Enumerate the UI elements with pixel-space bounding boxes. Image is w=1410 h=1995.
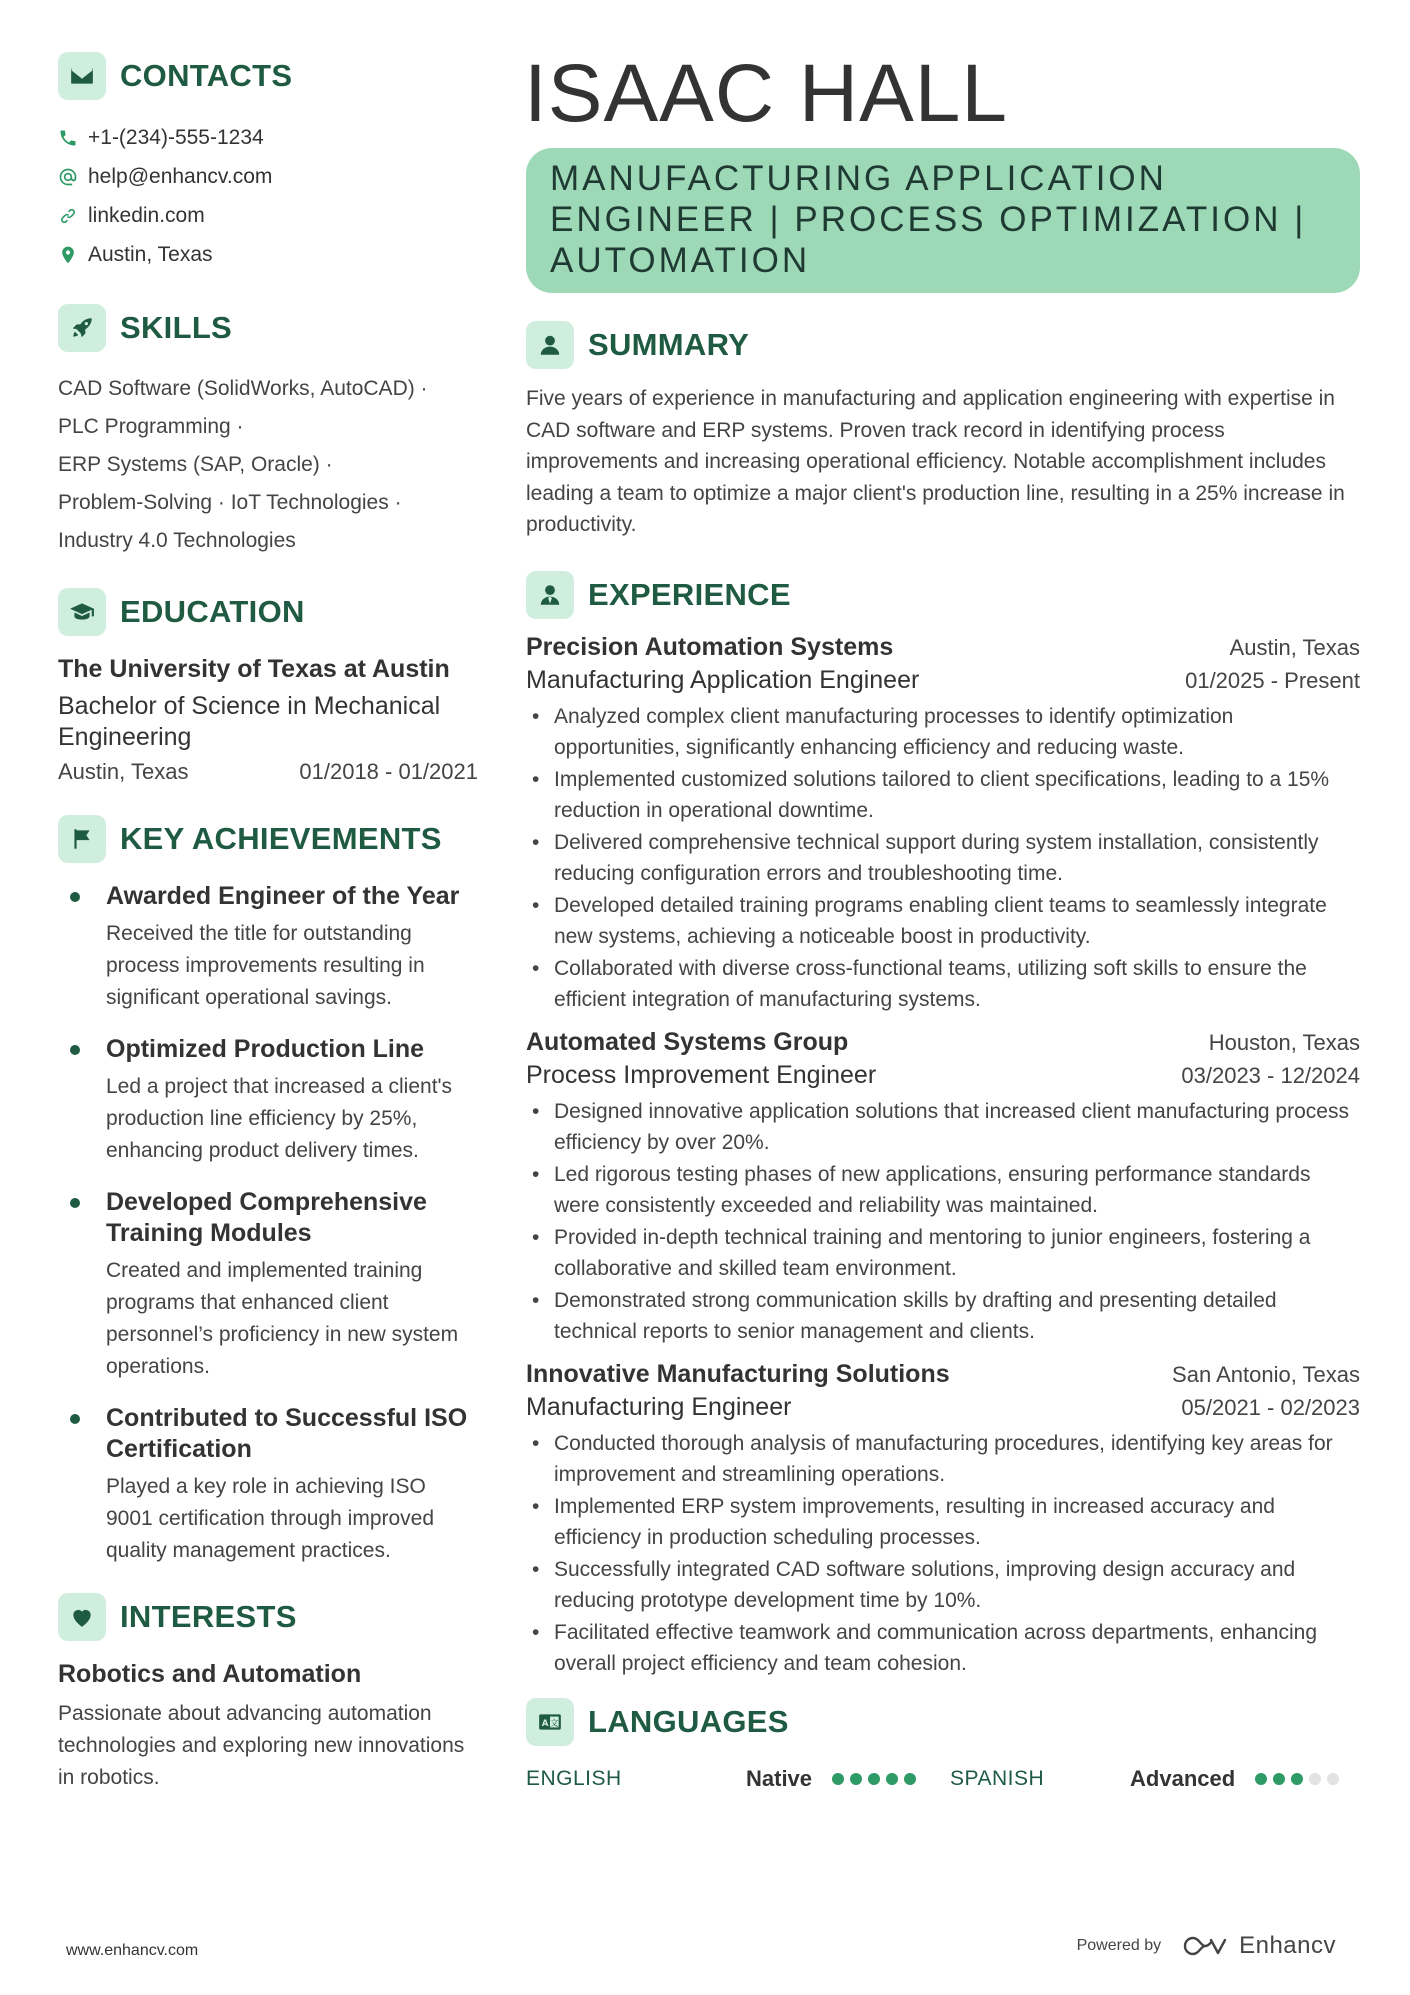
- headline-text: MANUFACTURING APPLICATION ENGINEER | PROCESS OPTIMIZATION | AUTOMATION: [550, 159, 1307, 280]
- job-bullet: • Demonstrated strong communication skills by drafting and presenting detailed technical reports to senior management and clients.: [526, 1285, 1360, 1348]
- phone-icon: [58, 128, 78, 148]
- languages-row: [526, 1766, 1360, 1792]
- skills-title: SKILLS: [120, 310, 233, 345]
- flag-icon: [58, 815, 106, 863]
- languages-section: [526, 1698, 1360, 1792]
- right-column: [524, 48, 1360, 1792]
- link-icon: [58, 206, 78, 226]
- achievement-item: [58, 1034, 478, 1167]
- summary-header: [526, 321, 1360, 369]
- job-bullet: • Implemented ERP system improvements, resulting in increased accuracy and efficiency in production scheduling processes.: [526, 1491, 1360, 1554]
- contacts-header: [58, 52, 478, 100]
- summary-title: SUMMARY: [588, 327, 750, 362]
- achievement-desc: Played a key role in achieving ISO 9001 certification through improved quality management practices.: [106, 1475, 435, 1562]
- education-section: [58, 588, 478, 785]
- job-bullet: • Analyzed complex client manufacturing processes to identify optimization opportunities, significantly enhancing efficiency and reducing waste.: [526, 701, 1360, 764]
- left-column: [58, 52, 478, 1794]
- proficiency-dot: [886, 1773, 898, 1785]
- job-bullet: • Facilitated effective teamwork and communication across departments, enhancing overall project efficiency and team cohesion.: [526, 1617, 1360, 1680]
- job-subheader: [526, 666, 1360, 695]
- proficiency-dot: [1291, 1773, 1303, 1785]
- achievement-desc: Received the title for outstanding process improvements resulting in significant operational savings.: [106, 922, 425, 1009]
- job-entry: [526, 1360, 1360, 1680]
- proficiency-dot: [1309, 1773, 1321, 1785]
- email-text: help@enhancv.com: [88, 164, 273, 188]
- job-header: [526, 1360, 1360, 1389]
- education-degree: Bachelor of Science in Mechanical Engineering: [58, 692, 441, 751]
- skills-section: [58, 304, 478, 560]
- skills-line: PLC Programming ·: [58, 415, 244, 438]
- job-bullet: • Successfully integrated CAD software solutions, improving design accuracy and reducing prototype development time by 10%.: [526, 1554, 1360, 1617]
- footer-website[interactable]: www.enhancv.com: [66, 1942, 199, 1959]
- footer-brand: [1077, 1932, 1336, 1960]
- job-company: Innovative Manufacturing Solutions: [526, 1359, 950, 1388]
- achievement-desc: Led a project that increased a client's production line efficiency by 25%, enhancing product delivery times.: [106, 1075, 453, 1162]
- graduation-cap-icon: [58, 588, 106, 636]
- bullet-dot: [70, 1198, 80, 1208]
- location-text: Austin, Texas: [88, 242, 213, 266]
- brand-text: Enhancv: [1239, 1932, 1336, 1959]
- envelope-icon: [58, 52, 106, 100]
- education-dates: 01/2018 - 01/2021: [299, 759, 478, 784]
- job-location: Austin, Texas: [1229, 634, 1360, 660]
- proficiency-dot: [904, 1773, 916, 1785]
- achievement-title: Developed Comprehensive Training Modules: [106, 1188, 427, 1247]
- job-location: Houston, Texas: [1208, 1029, 1360, 1055]
- languages-title: LANGUAGES: [588, 1703, 789, 1739]
- job-entry: [526, 633, 1360, 1016]
- achievement-desc: Created and implemented training programs that enhanced client personnel’s proficiency in new system operations.: [106, 1259, 459, 1378]
- achievement-item: [58, 881, 478, 1014]
- achievements-section: [58, 815, 478, 1567]
- summary-text: Five years of experience in manufacturing and application engineering with expertise in CAD software and ERP systems. Proven track record in identifying process improvements and increasing operational efficiency. Notable accomplishment includes leading a team to optimize a major client's production line, resulting in a 25% increase in productivity.: [526, 387, 1345, 536]
- job-bullet: • Developed detailed training programs enabling client teams to seamlessly integrate new systems, achieving a noticeable boost in productivity.: [526, 890, 1360, 953]
- job-bullet: • Provided in-depth technical training and mentoring to junior engineers, fostering a collaborative and skilled team environment.: [526, 1222, 1360, 1285]
- heart-icon: [58, 1593, 106, 1641]
- job-bullets: [526, 1096, 1360, 1348]
- contacts-section: [58, 52, 478, 274]
- at-icon: [58, 167, 78, 187]
- skills-header: [58, 304, 478, 352]
- language-dots: [832, 1773, 916, 1785]
- enhancv-logo[interactable]: [1181, 1932, 1336, 1960]
- proficiency-dot: [1255, 1773, 1267, 1785]
- achievements-title: KEY ACHIEVEMENTS: [120, 821, 442, 856]
- proficiency-dot: [1273, 1773, 1285, 1785]
- job-location: San Antonio, Texas: [1172, 1361, 1360, 1387]
- language-name: SPANISH: [950, 1766, 1045, 1790]
- interests-section: [58, 1593, 478, 1794]
- user-icon: [526, 321, 574, 369]
- job-bullets: [526, 701, 1360, 1016]
- svg-text:A: A: [541, 1718, 549, 1729]
- job-subheader: [526, 1393, 1360, 1422]
- bullet-dot: [70, 1045, 80, 1055]
- summary-section: [526, 321, 1360, 541]
- job-bullet: • Delivered comprehensive technical support during system installation, consistently reducing configuration errors and troubleshooting time.: [526, 827, 1360, 890]
- education-header: [58, 588, 478, 636]
- achievement-title: Contributed to Successful ISO Certification: [106, 1404, 468, 1463]
- languages-header: [526, 1698, 1360, 1746]
- bullet-dot: [70, 1414, 80, 1424]
- job-bullet: • Designed innovative application solutions that increased client manufacturing process efficiency by over 20%.: [526, 1096, 1360, 1159]
- skills-line: Industry 4.0 Technologies: [58, 529, 296, 552]
- bullet-dot: [70, 892, 80, 902]
- experience-section: [526, 571, 1360, 1680]
- job-bullet: • Collaborated with diverse cross-functional teams, utilizing soft skills to ensure the efficient integration of manufacturing systems.: [526, 953, 1360, 1016]
- job-bullets: [526, 1428, 1360, 1680]
- proficiency-dot: [832, 1773, 844, 1785]
- interest-desc: Passionate about advancing automation technologies and exploring new innovations in robotics.: [58, 1702, 465, 1789]
- location-pin-icon: [58, 245, 78, 265]
- contacts-title: CONTACTS: [120, 58, 293, 93]
- experience-title: EXPERIENCE: [588, 576, 791, 612]
- education-meta: [58, 759, 478, 785]
- job-bullet: • Led rigorous testing phases of new applications, ensuring performance standards were consistently exceeded and reliability was maintained.: [526, 1159, 1360, 1222]
- job-dates: 03/2023 - 12/2024: [1181, 1062, 1360, 1088]
- proficiency-dot: [850, 1773, 862, 1785]
- achievement-item: [58, 1187, 478, 1383]
- job-bullet: • Implemented customized solutions tailored to client specifications, leading to a 15% reduction in operational downtime.: [526, 764, 1360, 827]
- language-icon: [526, 1698, 574, 1746]
- interests-header: [58, 1593, 478, 1641]
- job-company: Automated Systems Group: [526, 1027, 849, 1056]
- job-header: [526, 1028, 1360, 1057]
- job-bullet: • Conducted thorough analysis of manufacturing procedures, identifying key areas for improvement and streamlining operations.: [526, 1428, 1360, 1491]
- headline-box: [526, 148, 1360, 293]
- skills-line: ERP Systems (SAP, Oracle) ·: [58, 453, 333, 476]
- job-entry: [526, 1028, 1360, 1348]
- user-tie-icon: [526, 571, 574, 619]
- job-title: Manufacturing Engineer: [526, 1392, 792, 1421]
- job-title: Process Improvement Engineer: [526, 1060, 877, 1089]
- education-title: EDUCATION: [120, 594, 305, 629]
- achievement-item: [58, 1403, 478, 1567]
- proficiency-dot: [868, 1773, 880, 1785]
- job-title: Manufacturing Application Engineer: [526, 665, 920, 694]
- contact-location: [58, 235, 478, 274]
- job-dates: 05/2021 - 02/2023: [1181, 1394, 1360, 1420]
- contact-linkedin[interactable]: [58, 196, 478, 235]
- contact-phone[interactable]: [58, 118, 478, 157]
- language-name: ENGLISH: [526, 1766, 622, 1790]
- education-school: The University of Texas at Austin: [58, 655, 450, 683]
- achievement-title: Optimized Production Line: [106, 1035, 425, 1063]
- language-dots: [1255, 1773, 1339, 1785]
- job-header: [526, 633, 1360, 662]
- skills-line: CAD Software (SolidWorks, AutoCAD) ·: [58, 377, 428, 400]
- language-level: Native: [746, 1765, 813, 1791]
- job-subheader: [526, 1061, 1360, 1090]
- interest-title: Robotics and Automation: [58, 1660, 362, 1688]
- phone-text: +1-(234)-555-1234: [88, 125, 264, 149]
- job-dates: 01/2025 - Present: [1185, 667, 1360, 693]
- powered-by-text: Powered by: [1076, 1937, 1162, 1954]
- proficiency-dot: [1327, 1773, 1339, 1785]
- education-location: Austin, Texas: [58, 759, 189, 784]
- svg-text:文: 文: [549, 1718, 559, 1729]
- enhancv-logo-icon: [1181, 1934, 1229, 1958]
- rocket-icon: [58, 304, 106, 352]
- linkedin-text: linkedin.com: [88, 203, 205, 227]
- job-company: Precision Automation Systems: [526, 632, 894, 661]
- experience-header: [526, 571, 1360, 619]
- skills-line: Problem-Solving · IoT Technologies ·: [58, 491, 402, 514]
- interests-title: INTERESTS: [120, 1599, 297, 1634]
- candidate-name: ISAAC HALL: [524, 48, 1008, 139]
- achievements-header: [58, 815, 478, 863]
- language-level: Advanced: [1130, 1765, 1236, 1791]
- contact-email[interactable]: [58, 157, 478, 196]
- achievement-title: Awarded Engineer of the Year: [106, 882, 460, 910]
